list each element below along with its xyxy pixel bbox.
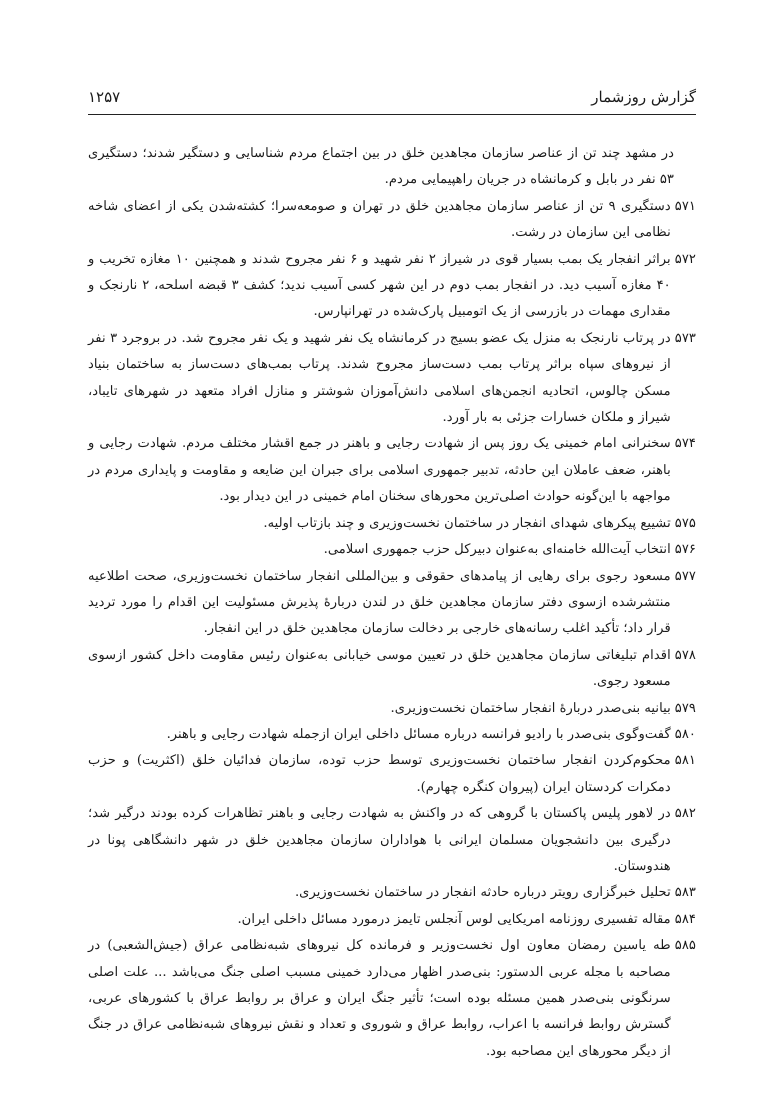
- entry-text: براثر انفجار یک بمب بسیار قوی در شیراز ۲ نفر شهید و ۶ نفر مجروح شدند و همچنین ۱۰ مغازه تخریب و ۴۰ مغازه آسیب دید. در انفجار بمب دوم در این شهر کسی آسیب ندید؛ کشف ۳ قبضه اسلحه، ۲ نارنجک و مقداری مهمات در بازرسی از یک اتومبیل پارک‌شده در تهرانپارس.: [88, 251, 671, 320]
- entry-text: سخنرانی امام خمینی یک روز پس از شهادت رجایی و باهنر در جمع اقشار مختلف مردم. شهادت رجایی و باهنر، ضعف عاملان این حادثه، تدبیر جمهوری اسلامی برای جبران این ضایعه و مقاومت و پایداری مردم در مواجهه با این‌گونه حوادث اصلی‌ترین محورهای سخنان امام خمینی در این دیدار بود.: [88, 436, 671, 505]
- entry-text: مسعود رجوی برای رهایی از پیامدهای حقوقی و بین‌المللی انفجار ساختمان نخست‌وزیری، صحت اطلاعیه منتشرشده ازسوی دفتر سازمان مجاهدین خلق در لندن دربارهٔ پذیرش مسئولیت این اقدام را مورد تردید قرار داد؛ تأکید اغلب رسانه‌های خارجی بر دخالت سازمان مجاهدین خلق در این انفجار.: [88, 568, 671, 637]
- entry-number: ۵۷۴: [674, 436, 696, 452]
- running-header: [88, 88, 696, 115]
- entry-text: دستگیری ۹ تن از عناصر سازمان مجاهدین خلق در تهران و صومعه‌سرا؛ کشته‌شدن یکی از اعضای شاخه نظامی این سازمان در رشت.: [88, 198, 671, 241]
- entry-576: [88, 537, 696, 563]
- entry-573: [88, 326, 696, 432]
- entry-text: محکوم‌کردن انفجار ساختمان نخست‌وزیری توسط حزب توده، سازمان فدائیان خلق (اکثریت) و حزب دمکرات کردستان ایران (پیروان کنگره چهارم).: [88, 753, 671, 795]
- entry-number: ۵۷۱: [674, 198, 696, 214]
- entry-number: ۵۸۳: [674, 885, 696, 901]
- page-number: ۱۲۵۷: [88, 88, 121, 106]
- entry-text: در لاهور پلیس پاکستان با گروهی که در واکنش به شهادت رجایی و باهنر تظاهرات کرده بودند درگیر شد؛ درگیری بین دانشجویان مسلمان ایرانی با هواداران سازمان مجاهدین خلق در شهر دانشگاهی پونا در هندوستان.: [88, 806, 671, 874]
- entry-number: ۵۷۸: [674, 647, 696, 663]
- entry-number: ۵۷۶: [674, 542, 696, 558]
- entry-text: اقدام تبلیغاتی سازمان مجاهدین خلق در تعیین موسی خیابانی به‌عنوان رئیس مقاومت داخل کشور ازسوی مسعود رجوی.: [88, 647, 671, 690]
- entry-text: تحلیل خبرگزاری رویتر درباره حادثه انفجار در ساختمان نخست‌وزیری.: [294, 885, 671, 901]
- entry-number: ۵۸۲: [674, 806, 696, 822]
- entry-number: ۵۷۳: [674, 330, 696, 346]
- entry-571: [88, 194, 696, 247]
- entry-number: ۵۷۹: [674, 700, 696, 716]
- entry-574: [88, 431, 696, 510]
- entry-575: [88, 511, 696, 537]
- entry-number: ۵۷۲: [674, 251, 696, 267]
- entry-number: ۵۸۱: [674, 753, 696, 769]
- entry-text: انتخاب آیت‌الله خامنه‌ای به‌عنوان دبیرکل حزب جمهوری اسلامی.: [323, 542, 671, 558]
- entry-number: ۵۸۵: [674, 938, 696, 954]
- entry-number: ۵۸۰: [674, 726, 696, 742]
- entry-585: [88, 933, 696, 1065]
- entry-572: [88, 247, 696, 326]
- document-page: [88, 88, 696, 1065]
- entry-text: در مشهد چند تن از عناصر سازمان مجاهدین خلق در بین اجتماع مردم شناسایی و دستگیر شدند؛ دستگیری ۵۳ نفر در بابل و کرمانشاه در جریان راهپیمایی مردم.: [88, 146, 674, 188]
- entry-text: طه یاسین رمضان معاون اول نخست‌وزیر و فرمانده کل نیروهای شبه‌نظامی عراق (جیش‌الشعبی) در مصاحبه با مجله عربی الدستور: بنی‌صدر اظهار می‌دارد خمینی مسبب اصلی جنگ می‌باشد ... علت اصلی سرنگونی بنی‌صدر همین مسئله بوده است؛ تأثیر جنگ ایران و عراق بر روابط عراق با کشورهای عربی، گسترش روابط فرانسه با اعراب، روابط عراق و شوروی و تعداد و نقش نیروهای شبه‌نظامی عراق در جنگ از دیگر محورهای این مصاحبه بود.: [88, 938, 671, 1059]
- entry-579: [88, 696, 696, 722]
- entry-number: ۵۷۵: [674, 515, 696, 531]
- entry-582: [88, 801, 696, 880]
- entry-583: [88, 880, 696, 906]
- entry-text: بیانیه بنی‌صدر دربارهٔ انفجار ساختمان نخست‌وزیری.: [390, 700, 671, 716]
- entry-list: [88, 141, 696, 1065]
- entry-text: مقاله تفسیری روزنامه امریکایی لوس آنجلس تایمز درمورد مسائل داخلی ایران.: [237, 911, 671, 927]
- entry-number: ۵۸۴: [674, 911, 696, 927]
- entry-continuation: [88, 141, 696, 194]
- entry-577: [88, 564, 696, 643]
- entry-text: تشییع پیکرهای شهدای انفجار در ساختمان نخست‌وزیری و چند بازتاب اولیه.: [263, 515, 671, 531]
- entry-584: [88, 907, 696, 933]
- entry-581: [88, 748, 696, 801]
- entry-number: ۵۷۷: [674, 568, 696, 584]
- entry-text: گفت‌وگوی بنی‌صدر با رادیو فرانسه درباره مسائل داخلی ایران ازجمله شهادت رجایی و باهنر.: [166, 726, 671, 742]
- header-title: گزارش روزشمار: [591, 88, 696, 106]
- entry-578: [88, 643, 696, 696]
- entry-580: [88, 722, 696, 748]
- entry-text: در پرتاب نارنجک به منزل یک عضو بسیج در کرمانشاه یک نفر شهید و یک نفر مجروح شد. در بروجرد ۳ نفر از نیروهای سپاه براثر پرتاب بمب دست‌ساز مجروح شدند. پرتاب بمب‌های دست‌ساز به ساختمان بنیاد مسکن چالوس، اتحادیه انجمن‌های اسلامی دانش‌آموزان شوشتر و منازل افراد متعهد در شهرهای تایباد، شیراز و ملکان خسارات جزئی به بار آورد.: [88, 330, 671, 426]
